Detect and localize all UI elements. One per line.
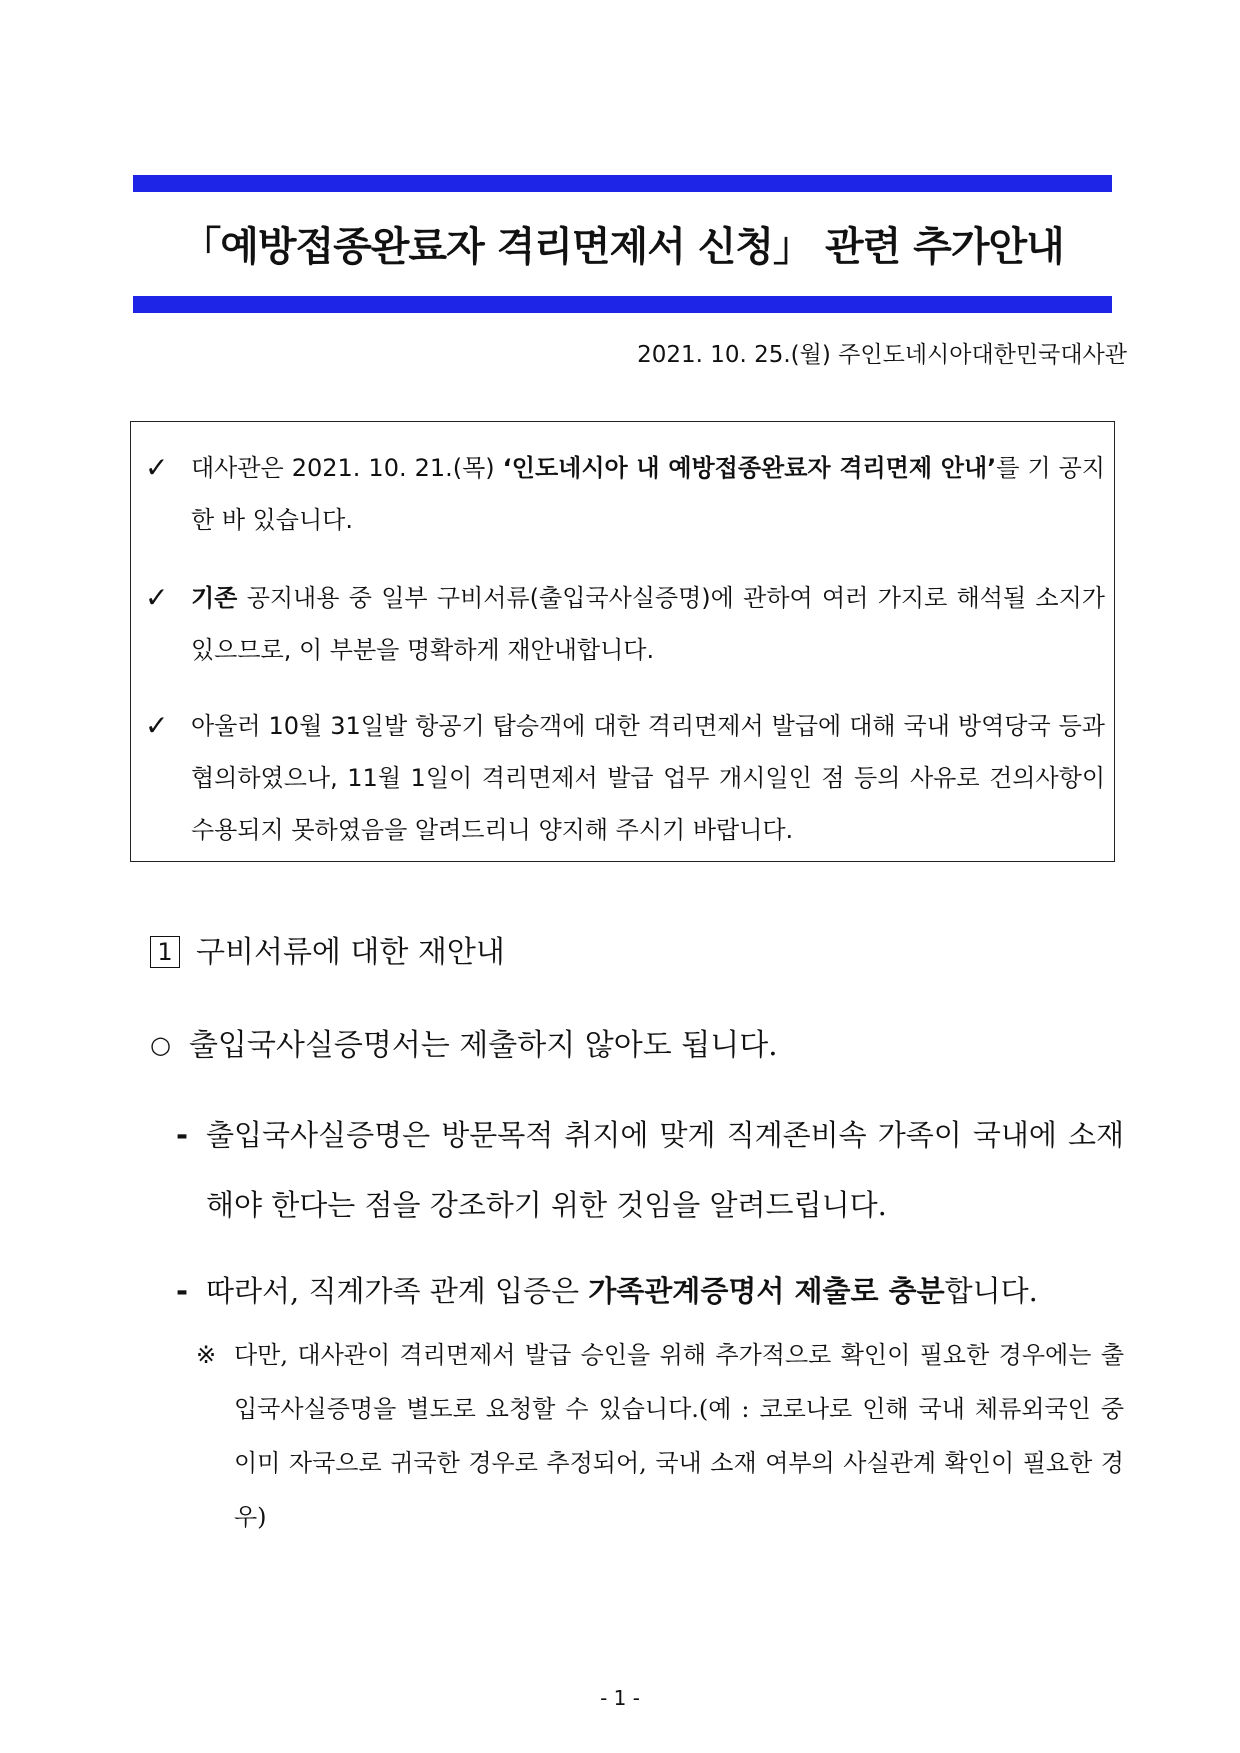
bullet-1-text: 대사관은 2021. 10. 21.(목) — [191, 454, 503, 482]
page-title: 「예방접종완료자 격리면제서 신청」 관련 추가안내 — [181, 224, 1064, 270]
bullet-3-text: 아울러 10월 31일발 항공기 탑승객에 대한 격리면제서 발급에 대해 국내 방역당국 등과 협의하였으나, 11월 1일이 격리면제서 발급 업무 개시일인 점 등의 사유로 건의사항이 수용되지 못하였음을 알려드리니 양지해 주시기 바랍니다. — [191, 712, 1105, 844]
page-number: - 1 - — [600, 1686, 640, 1710]
notice-box — [130, 421, 1115, 862]
main-point-text: 출입국사실증명서는 제출하지 않아도 됩니다. — [188, 1028, 778, 1063]
section-heading — [150, 927, 505, 971]
notice-bullet-1 — [145, 442, 1105, 546]
notice-bullet-3 — [145, 700, 1105, 856]
note — [196, 1328, 1124, 1544]
sub-point-2-bold: 가족관계증명서 제출로 충분 — [588, 1274, 945, 1308]
title-bottom-bar — [133, 296, 1112, 313]
dash-bullet-icon: - — [176, 1274, 189, 1308]
sub-point-1 — [176, 1100, 1124, 1240]
sub-point-2-text-end: 합니다. — [944, 1274, 1038, 1308]
check-icon: ✓ — [145, 451, 169, 484]
section-title: 구비서류에 대한 재안내 — [196, 935, 505, 970]
reference-mark-icon: ※ — [196, 1341, 217, 1369]
title-top-bar — [133, 175, 1112, 192]
sub-point-2-text: 따라서, 직계가족 관계 입증은 — [206, 1274, 589, 1308]
sub-point-2 — [176, 1256, 1124, 1326]
circle-bullet-icon: ○ — [150, 1031, 171, 1059]
section-number-box: 1 — [150, 936, 180, 968]
sub-point-1-text: 출입국사실증명은 방문목적 취지에 맞게 직계존비속 가족이 국내에 소재해야 한다는 점을 강조하기 위한 것임을 알려드립니다. — [206, 1118, 1124, 1222]
notice-bullet-2 — [145, 572, 1105, 676]
bullet-2-bold: 기존 — [191, 584, 238, 612]
date-issuer-line: 2021. 10. 25.(월) 주인도네시아대한민국대사관 — [637, 342, 1127, 368]
main-point — [150, 1020, 778, 1064]
note-text: 다만, 대사관이 격리면제서 발급 승인을 위해 추가적으로 확인이 필요한 경우에는 출입국사실증명을 별도로 요청할 수 있습니다.(예 : 코로나로 인해 국내 체류외국인 중 이미 자국으로 귀국한 경우로 추정되어, 국내 소재 여부의 사실관계 확인이 필요한 경우) — [234, 1341, 1124, 1531]
bullet-2-text: 공지내용 중 일부 구비서류(출입국사실증명)에 관하여 여러 가지로 해석될 소지가 있으므로, 이 부분을 명확하게 재안내합니다. — [191, 584, 1105, 664]
check-icon: ✓ — [145, 581, 169, 614]
check-icon: ✓ — [145, 709, 169, 742]
bullet-1-notice-title: ‘인도네시아 내 예방접종완료자 격리면제 안내’ — [502, 454, 997, 482]
bullet-1-text-end: 를 기 공지한 바 있습니다. — [191, 454, 1105, 534]
dash-bullet-icon: - — [176, 1118, 189, 1152]
